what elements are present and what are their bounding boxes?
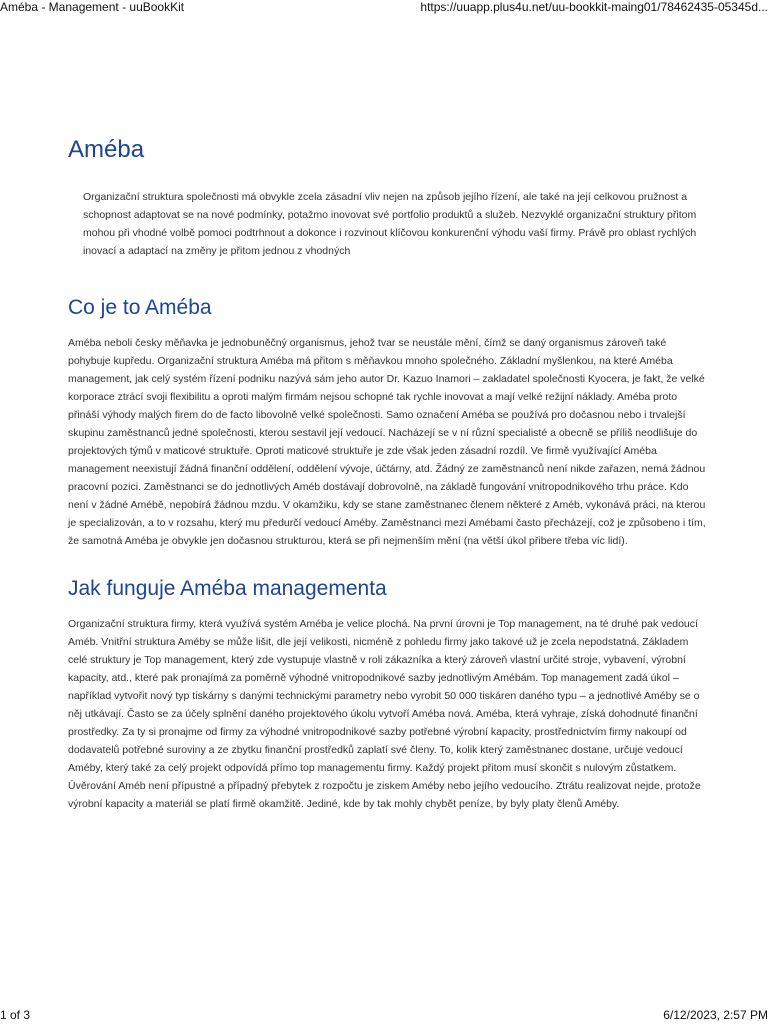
section-co-je-to-ameba: [68, 294, 708, 550]
section-body: Améba neboli česky měňavka je jednobuněčný organismus, jehož tvar se neustále mění, čímž se daný organismus zároveň také pohybuje kupředu. Organizační struktura Améba má přitom s měňavkou mnoho společného. Základní myšlenkou, na které Améba management, jak celý systém řízení podniku nazývá sám jeho autor Dr. Kazuo Inamori – zakladatel společnosti Kyocera, je fakt, že velké korporace ztrácí svoji flexibilitu a oproti malým firmám nejsou schopné tak rychle inovovat a mají velké režijní náklady. Améba proto přináší výhody malých firem do de facto libovolně velké společnosti. Samo označení Améba se používá pro dočasnou nebo i trvalejší skupinu zaměstnanců jedné společnosti, kterou sestavil její vedoucí. Nacházejí se v ní různí specialisté a obecně se příliš neodlišuje do projektových týmů v maticové struktuře. Oproti maticové struktuře je zde však jeden zásadní rozdíl. Ve firmě využívající Améba management neexistují žádná finanční oddělení, oddělení vývoje, účtárny, atd. Žádný ze zaměstnanců není nikde zařazen, nemá žádnou pracovní pozici. Zaměstnanci se do jednotlivých Améb dostávají dobrovolně, na základě fungování vnitropodnikového trhu práce. Kdo není v žádné Amébě, nepobírá žádnou mzdu. V okamžiku, kdy se stane zaměstnanec členem některé z Améb, vykonává práci, na kterou je specializován, a to v rozsahu, který mu předurčí vedoucí Améby. Zaměstnanci mezi Amébami často přecházejí, což je způsobeno i tím, že samotná Améba je obvykle jen dočasnou strukturou, která se při nejmenším mění (na větší úkol přibere třeba víc lidí).: [68, 337, 706, 547]
page-indicator: 1 of 3: [0, 1008, 31, 1022]
article: [68, 134, 708, 838]
section-jak-funguje-ameba: [68, 575, 708, 813]
page-url[interactable]: https://uuapp.plus4u.net/uu-bookkit-maing01/78462435-05345d...: [420, 0, 768, 14]
print-header: [0, 0, 768, 16]
tab-title: Améba - Management - uuBookKit: [0, 0, 185, 14]
print-footer: [0, 1008, 768, 1024]
page-title: Améba: [68, 136, 145, 163]
section-heading: Jak funguje Améba managementa: [68, 577, 387, 600]
section-heading: Co je to Améba: [68, 296, 212, 319]
intro-paragraph: Organizační struktura společnosti má obvykle zcela zásadní vliv nejen na způsob jejího řízení, ale také na její celkovou pružnost a schopnost adaptovat se na nové podmínky, potažmo inovovat své portfolio produktů a služeb. Nezvyklé organizační struktury přitom mohou při vhodné volbě pomoci podtrhnout a dokonce i rozvinout klíčovou konkurenční výhodu vaší firmy. Právě pro oblast rychlých inovací a adaptací na změny je přitom jednou z vhodných: [83, 191, 697, 257]
section-body: Organizační struktura firmy, která využívá systém Améba je velice plochá. Na první úrovni je Top management, na té druhé pak vedoucí Améb. Vnitřní struktura Améby se může lišit, dle její velikosti, nicméně z pohledu firmy jako takové už je zcela nepodstatná. Základem celé struktury je Top management, který zde vystupuje vlastně v roli zákazníka a který zároveň vlastní určité stroje, vybavení, výrobní kapacity, atd., které pak pronajímá za poměrně výhodné vnitropodnikové sazby jednotlivým Amébám. Top management zadá úkol – například vytvořit nový typ tiskárny s danými technickými parametry nebo vyrobit 50 000 tiskáren daného typu – a jednotlivé Améby se o něj utkávají. Často se za účely splnění daného projektového úkolu vytvoří Améba nová. Améba, která vyhraje, získá dohodnuté finanční prostředky. Za ty si pronajme od firmy za výhodné vnitropodnikové sazby potřebné výrobní kapacity, prostřednictvím firmy nakoupí od dodavatelů potřebné suroviny a ze zbytku finanční prostředků zaplatí své členy. To, kolik který zaměstnanec dostane, určuje vedoucí Améby, který také za celý projekt odpovídá přímo top managementu firmy. Každý projekt přitom musí skončit s nulovým zůstatkem. Úvěrování Améb není přípustné a případný přebytek z rozpočtu je ziskem Améby nebo jejího vedoucího. Ztrátu realizovat nejde, protože výrobní kapacity a materiál se platí firmě okamžitě. Jediné, kde by tak mohly chybět peníze, by byly platy členů Améby.: [68, 618, 701, 810]
print-datetime: 6/12/2023, 2:57 PM: [663, 1008, 768, 1022]
